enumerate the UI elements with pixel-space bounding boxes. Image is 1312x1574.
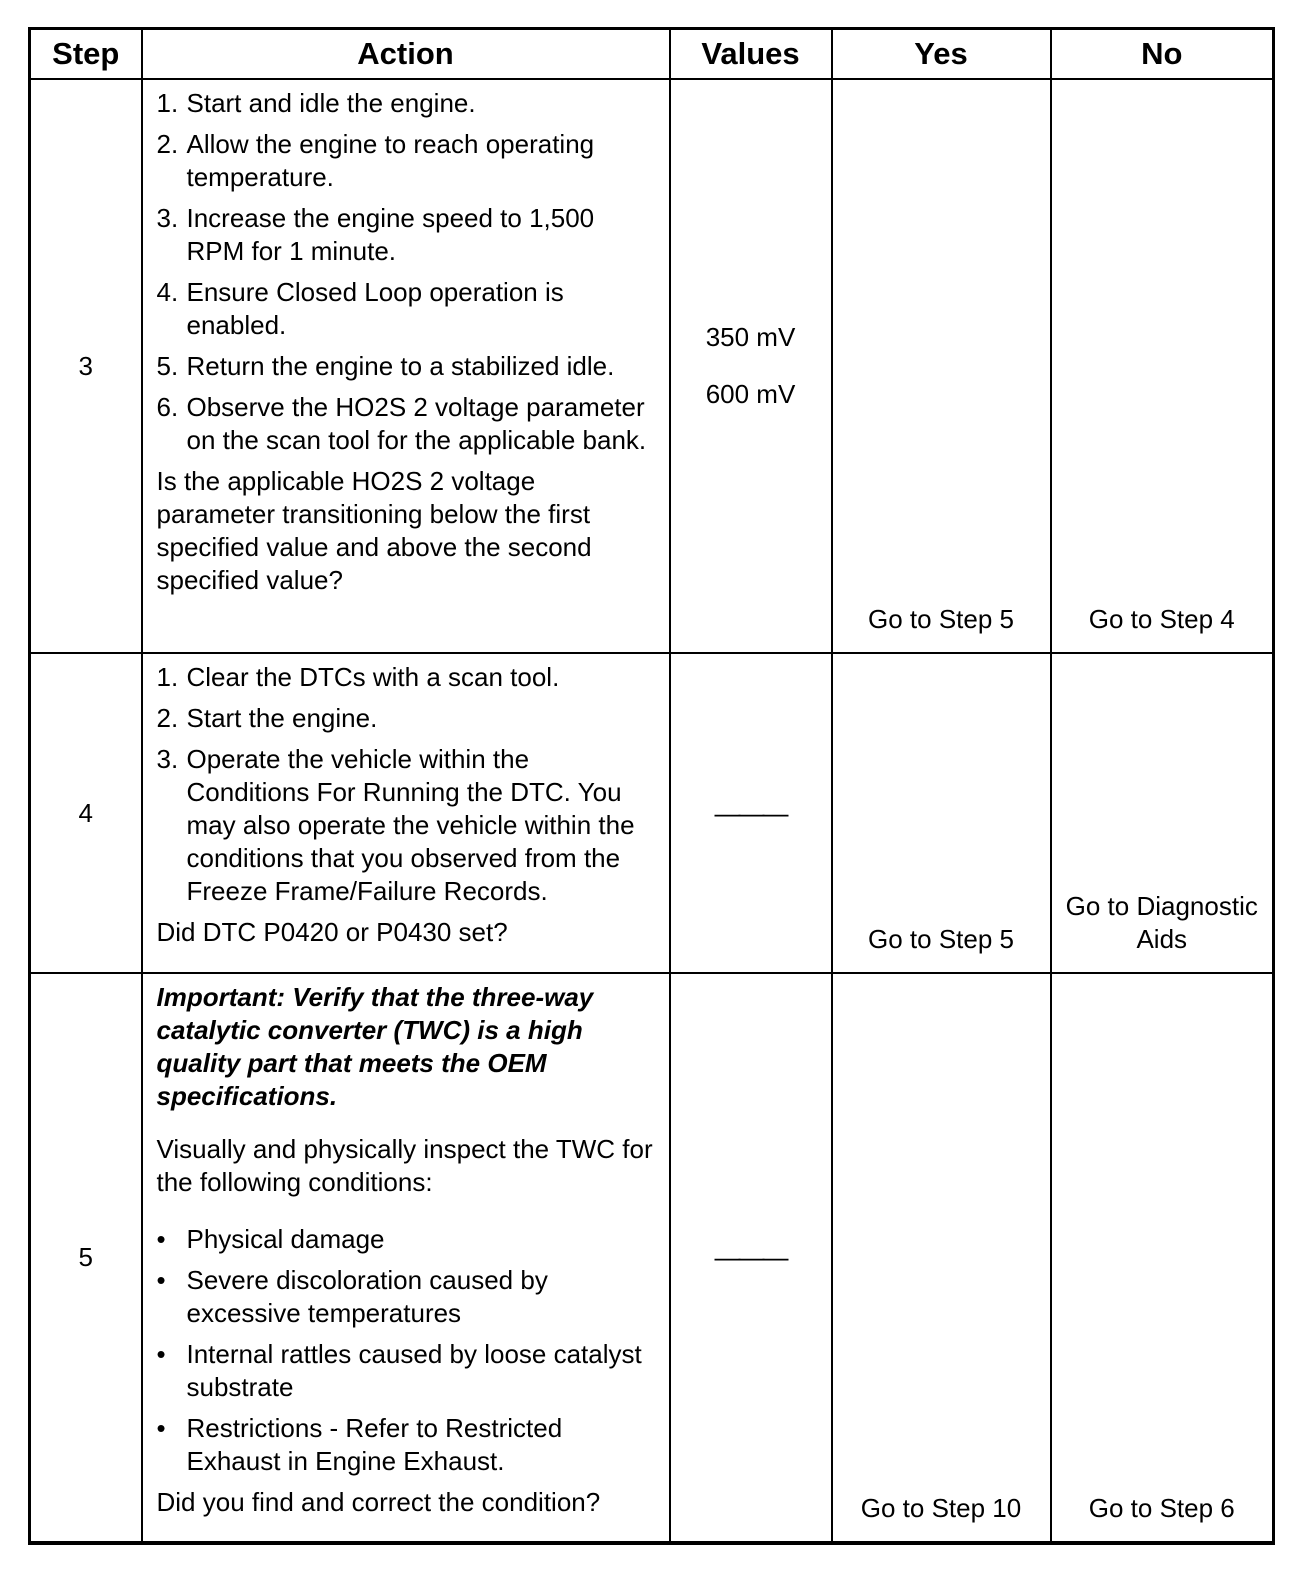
value-high: 600 mV [705,379,796,409]
list-item: • Restrictions - Refer to Restricted Exhaust in Engine Exhaust. [156,1413,563,1476]
table-row [30,653,1274,973]
value-low: 350 mV [705,322,796,352]
list-item: • Physical damage [156,1224,385,1254]
list-item: • Severe discoloration caused by excessive temperatures [156,1265,548,1328]
conditions-list [157,1223,655,1478]
list-item: 4. Ensure Closed Loop operation is enabled. [156,277,564,340]
list-item: 2. Start the engine. [156,703,378,733]
table-header-row [30,29,1274,80]
values-cell: ——— [670,653,832,973]
action-steps-list [157,661,655,908]
action-cell [142,653,670,973]
yes-result: Go to Step 5 [832,79,1051,653]
action-steps-list [157,87,655,457]
yes-result: Go to Step 5 [832,653,1051,973]
list-item: 3. Increase the engine speed to 1,500 RPM for 1 minute. [156,203,595,266]
header-values: Values [670,29,832,80]
header-no: No [1051,29,1274,80]
header-yes: Yes [832,29,1051,80]
header-step: Step [30,29,142,80]
list-item: 1. Start and idle the engine. [156,88,476,118]
list-item: 6. Observe the HO2S 2 voltage parameter on the scan tool for the applicable bank. [156,392,647,455]
step-number: 4 [30,653,142,973]
no-result: Go to Step 6 [1051,973,1274,1543]
action-cell [142,79,670,653]
important-note: Important: Verify that the three-way catalytic converter (TWC) is a high quality part that meets the OEM specifications. [156,982,594,1111]
question-text: Is the applicable HO2S 2 voltage parameter transitioning below the first specified value and above the second specified value? [156,466,592,595]
list-item: 3. Operate the vehicle within the Conditions For Running the DTC. You may also operate the vehicle within the conditions that you observed from the Freeze Frame/Failure Records. [156,744,635,906]
diagnostic-table [28,27,1275,1545]
action-cell [142,973,670,1543]
yes-result: Go to Step 10 [832,973,1051,1543]
values-cell: ——— [670,973,832,1543]
list-item: 5. Return the engine to a stabilized idle. [156,351,615,381]
no-result: Go to Diagnostic Aids [1051,653,1274,973]
table-row [30,973,1274,1543]
table-row [30,79,1274,653]
list-item: • Internal rattles caused by loose catalyst substrate [156,1339,642,1402]
inspection-intro: Visually and physically inspect the TWC for the following conditions: [156,1134,653,1197]
no-result: Go to Step 4 [1051,79,1274,653]
step-number: 5 [30,973,142,1543]
header-action: Action [142,29,670,80]
question-text: Did DTC P0420 or P0430 set? [156,917,508,947]
step-number: 3 [30,79,142,653]
values-cell [670,79,832,653]
list-item: 1. Clear the DTCs with a scan tool. [156,662,560,692]
diagnostic-table-container [28,27,1272,1545]
question-text: Did you find and correct the condition? [156,1487,601,1517]
list-item: 2. Allow the engine to reach operating temperature. [156,129,595,192]
